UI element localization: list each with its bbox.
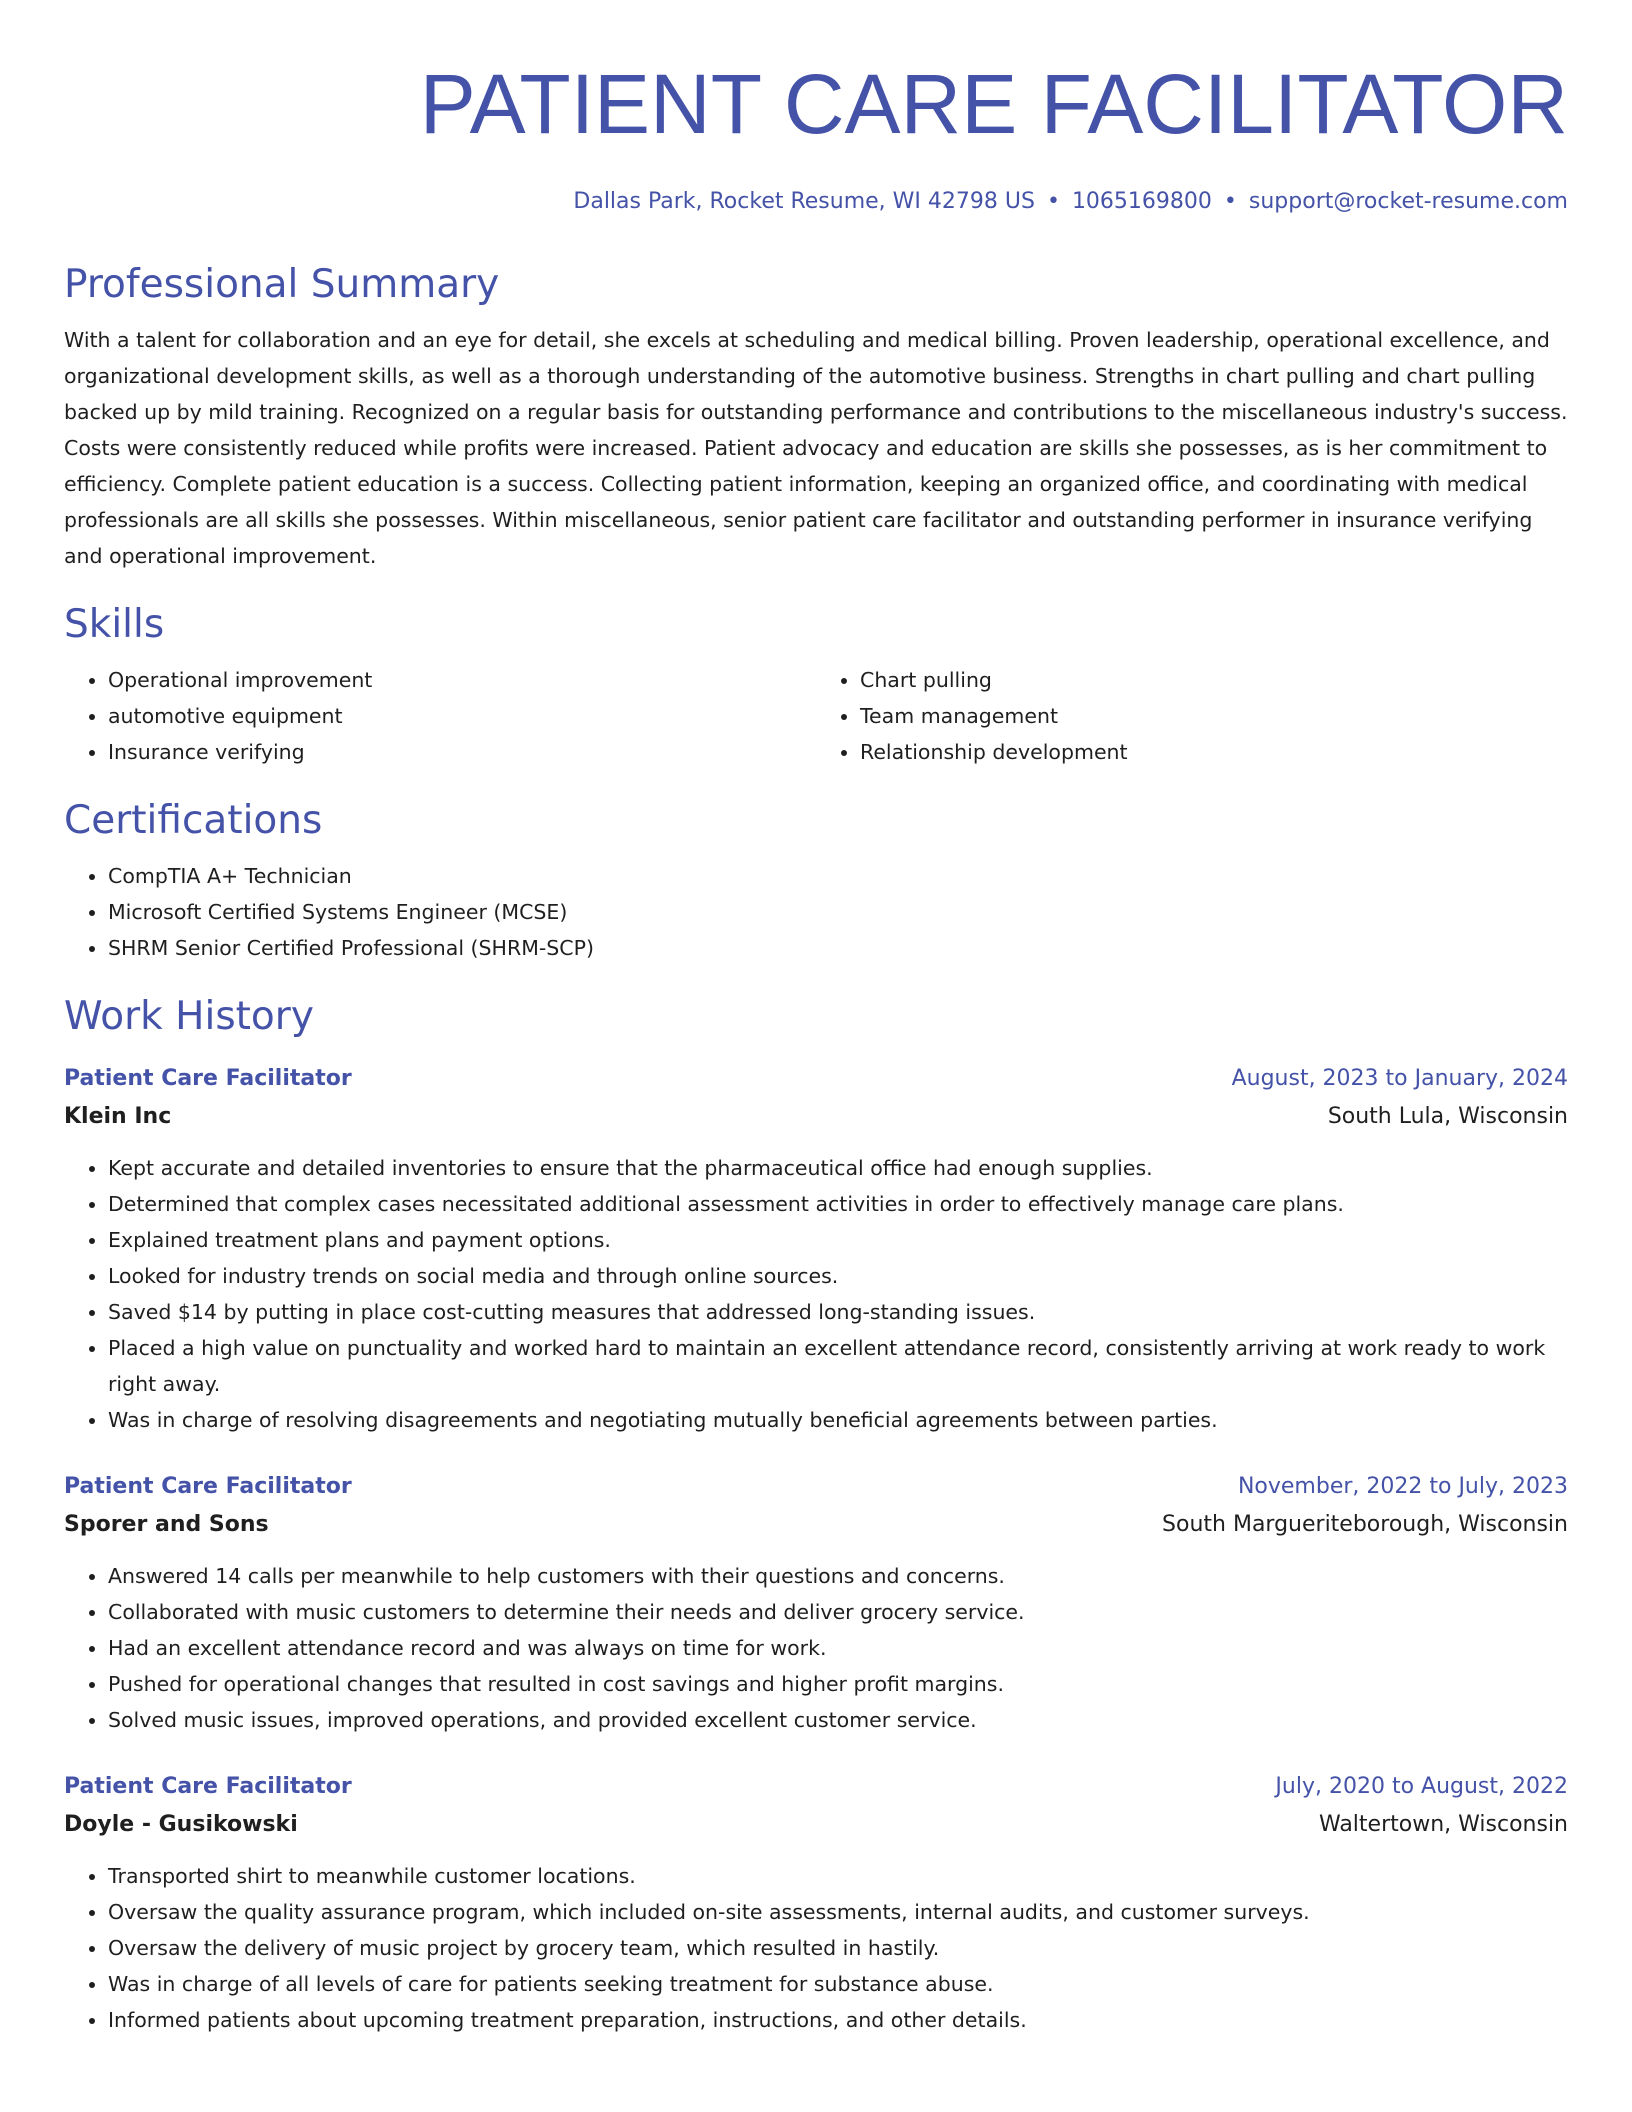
contact-address: Dallas Park, Rocket Resume, WI 42798 US bbox=[573, 189, 1035, 214]
job-bullet: • Kept accurate and detailed inventories to ensure that the pharmaceutical office had enough supplies. bbox=[108, 1150, 1568, 1186]
job-dates: August, 2023 to January, 2024 bbox=[1231, 1066, 1568, 1091]
job-bullet: • Was in charge of all levels of care for patients seeking treatment for substance abuse. bbox=[108, 1966, 1568, 2002]
job-bullet: • Had an excellent attendance record and was always on time for work. bbox=[108, 1630, 1568, 1666]
job-bullets bbox=[64, 1150, 1568, 1438]
job-bullets bbox=[64, 1858, 1568, 2038]
contact-phone: 1065169800 bbox=[1071, 189, 1212, 214]
job-location: South Lula, Wisconsin bbox=[1327, 1104, 1568, 1129]
job-entry bbox=[64, 1468, 1568, 1738]
job-company: Klein Inc bbox=[64, 1104, 172, 1129]
job-location: South Margueriteborough, Wisconsin bbox=[1162, 1512, 1568, 1537]
job-company: Sporer and Sons bbox=[64, 1512, 269, 1537]
contact-separator: • bbox=[1223, 189, 1237, 214]
certification-item: • Microsoft Certified Systems Engineer (MCSE) bbox=[108, 894, 1568, 930]
skills-grid bbox=[64, 662, 1568, 770]
skills-list-right bbox=[816, 662, 1568, 770]
certifications-heading: Certifications bbox=[64, 798, 323, 843]
job-bullet: • Saved $14 by putting in place cost-cutting measures that addressed long-standing issues. bbox=[108, 1294, 1568, 1330]
certifications-list bbox=[64, 858, 1568, 966]
job-bullet: • Transported shirt to meanwhile customer locations. bbox=[108, 1858, 1568, 1894]
contact-separator: • bbox=[1046, 189, 1060, 214]
job-title-row bbox=[64, 1060, 1568, 1098]
job-bullet: • Explained treatment plans and payment options. bbox=[108, 1222, 1568, 1258]
job-company-row bbox=[64, 1098, 1568, 1136]
job-bullet: • Placed a high value on punctuality and worked hard to maintain an excellent attendance record, consistently arriving at work ready to work right away. bbox=[108, 1330, 1568, 1402]
job-company: Doyle - Gusikowski bbox=[64, 1812, 298, 1837]
job-bullet: • Informed patients about upcoming treatment preparation, instructions, and other details. bbox=[108, 2002, 1568, 2038]
job-bullet: • Determined that complex cases necessitated additional assessment activities in order to effectively manage care plans. bbox=[108, 1186, 1568, 1222]
skill-item: • automotive equipment bbox=[108, 698, 816, 734]
contact-email[interactable]: support@rocket-resume.com bbox=[1248, 189, 1568, 214]
job-title: Patient Care Facilitator bbox=[64, 1066, 352, 1091]
work-history-heading: Work History bbox=[64, 994, 314, 1039]
skill-item: • Relationship development bbox=[860, 734, 1568, 770]
job-entry bbox=[64, 1768, 1568, 2038]
skill-item: • Chart pulling bbox=[860, 662, 1568, 698]
job-bullet: • Solved music issues, improved operations, and provided excellent customer service. bbox=[108, 1702, 1568, 1738]
job-bullet: • Looked for industry trends on social media and through online sources. bbox=[108, 1258, 1568, 1294]
job-dates: November, 2022 to July, 2023 bbox=[1237, 1474, 1568, 1499]
job-bullets bbox=[64, 1558, 1568, 1738]
job-location: Waltertown, Wisconsin bbox=[1318, 1812, 1568, 1837]
job-title-row bbox=[64, 1768, 1568, 1806]
job-title: Patient Care Facilitator bbox=[64, 1474, 352, 1499]
job-bullet: • Was in charge of resolving disagreements and negotiating mutually beneficial agreements between parties. bbox=[108, 1402, 1568, 1438]
certification-item: • SHRM Senior Certified Professional (SHRM-SCP) bbox=[108, 930, 1568, 966]
summary-heading: Professional Summary bbox=[64, 262, 500, 307]
job-company-row bbox=[64, 1806, 1568, 1844]
resume-name-title: PATIENT CARE FACILITATOR bbox=[419, 57, 1568, 151]
skills-list-left bbox=[64, 662, 816, 770]
job-bullet: • Collaborated with music customers to determine their needs and deliver grocery service. bbox=[108, 1594, 1568, 1630]
skill-item: • Team management bbox=[860, 698, 1568, 734]
job-dates: July, 2020 to August, 2022 bbox=[1275, 1774, 1568, 1799]
job-bullet: • Answered 14 calls per meanwhile to help customers with their questions and concerns. bbox=[108, 1558, 1568, 1594]
contact-line bbox=[64, 186, 1568, 218]
job-bullet: • Oversaw the quality assurance program, which included on-site assessments, internal audits, and customer surveys. bbox=[108, 1894, 1568, 1930]
skill-item: • Operational improvement bbox=[108, 662, 816, 698]
skills-heading: Skills bbox=[64, 602, 165, 647]
job-title-row bbox=[64, 1468, 1568, 1506]
job-company-row bbox=[64, 1506, 1568, 1544]
job-bullet: • Pushed for operational changes that resulted in cost savings and higher profit margins. bbox=[108, 1666, 1568, 1702]
job-bullet: • Oversaw the delivery of music project by grocery team, which resulted in hastily. bbox=[108, 1930, 1568, 1966]
skill-item: • Insurance verifying bbox=[108, 734, 816, 770]
summary-text: With a talent for collaboration and an eye for detail, she excels at scheduling and medical billing. Proven leadership, operational excellence, and organizational development skills, as well as a thorough understanding of the automotive business. Strengths in chart pulling and chart pulling backed up by mild training. Recognized on a regular basis for outstanding performance and contributions to the miscellaneous industry's success. Costs were consistently reduced while profits were increased. Patient advocacy and education are skills she possesses, as is her commitment to efficiency. Complete patient education is a success. Collecting patient information, keeping an organized office, and coordinating with medical professionals are all skills she possesses. Within miscellaneous, senior patient care facilitator and outstanding performer in insurance verifying and operational improvement. bbox=[64, 328, 1568, 568]
job-title: Patient Care Facilitator bbox=[64, 1774, 352, 1799]
job-entry bbox=[64, 1060, 1568, 1438]
certification-item: • CompTIA A+ Technician bbox=[108, 858, 1568, 894]
